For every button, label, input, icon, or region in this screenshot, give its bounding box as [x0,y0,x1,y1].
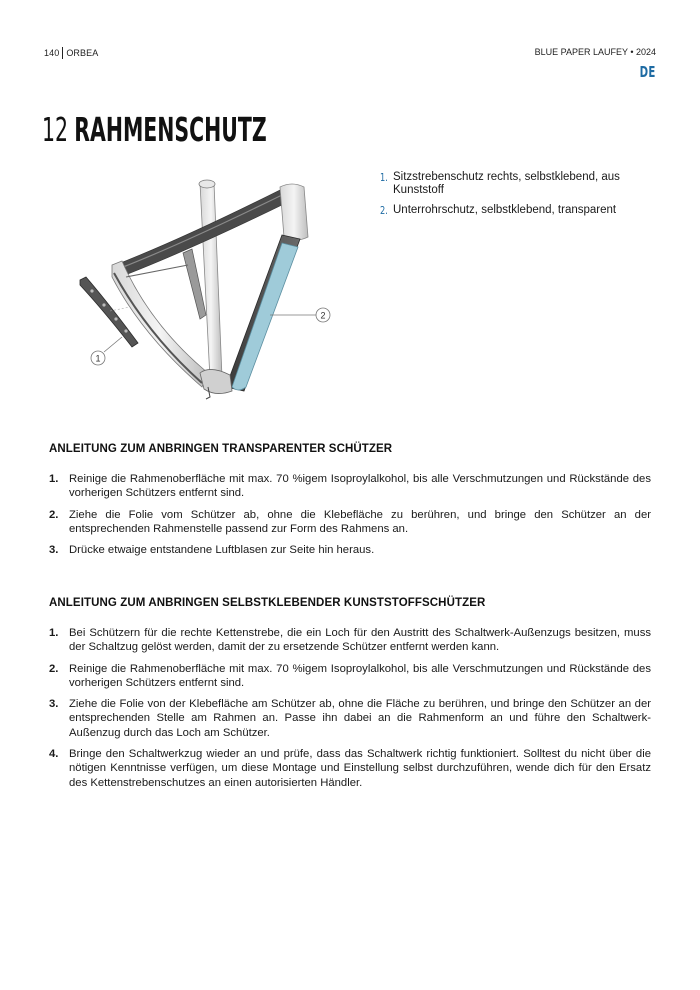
step-item [49,472,651,501]
step-item [49,626,651,655]
step-number: 1. [49,627,59,639]
legend-number: 1. [380,171,388,184]
section-heading: ANLEITUNG ZUM ANBRINGEN SELBSTKLEBENDER KUNSTSTOFFSCHÜTZER [49,597,486,609]
step-text: Ziehe die Folie von der Klebefläche am Schützer ab, ohne die Fläche zu berühren, und bringe den Schützer an der entsprechenden Stelle am Rahmen an. Passe ihn dabei an die Rahmenform an und führe den Schaltwerk-Außenzug durch das Loch am Schützer. [69,698,651,739]
section-heading: ANLEITUNG ZUM ANBRINGEN TRANSPARENTER SCHÜTZER [49,443,393,455]
page-header-left [44,47,98,59]
legend-item [380,204,650,217]
steps-list [49,472,651,557]
page-title [42,110,267,149]
step-text: Ziehe die Folie vom Schützer ab, ohne die Klebefläche zu berühren, und bringe den Schützer an der entsprechenden Rahmenstelle passend zur Form des Rahmens an. [69,508,651,535]
step-text: Reinige die Rahmenoberfläche mit max. 70 %igem Isoproylalkohol, bis alle Verschmutzungen und Rückstände des vorherigen Schützers entfernt sind. [69,473,651,500]
section-adhesive-plastic-protectors [49,597,651,797]
header-divider [62,47,63,59]
steps-list [49,626,651,790]
step-number: 3. [49,698,59,711]
legend-text: Unterrohrschutz, selbstklebend, transparent [393,204,617,216]
bike-frame-icon [60,165,350,410]
svg-text:1: 1 [95,353,101,364]
parts-legend [380,171,650,224]
document-title: BLUE PAPER LAUFEY • 2024 [534,47,656,57]
legend-number: 2. [380,204,388,217]
chapter-title: RAHMENSCHUTZ [74,110,267,149]
step-item [49,697,651,740]
brand-name: ORBEA [66,48,99,58]
step-item [49,747,651,790]
legend-text: Sitzstrebenschutz rechts, selbstklebend, aus Kunststoff [393,171,620,196]
step-number: 1. [49,473,59,485]
page-number: 140 [44,48,60,58]
legend-item [380,171,650,197]
step-number: 4. [49,748,59,761]
language-badge: DE [639,63,656,81]
step-number: 3. [49,544,59,557]
frame-illustration [60,165,350,410]
step-number: 2. [49,508,59,521]
step-item [49,543,651,557]
svg-text:2: 2 [320,310,326,321]
step-item [49,508,651,537]
step-number: 2. [49,662,59,675]
step-text: Drücke etwaige entstandene Luftblasen zur Seite hin heraus. [69,544,375,557]
step-text: Bringe den Schaltwerkzug wieder an und prüfe, dass das Schaltwerk richtig funktioniert. Solltest du nicht über die nötigen Kenntnisse verfügen, um diese Montage und Einstellung selbst durchzuführen, wende dich für den Ersatz des Kettenstrebenschutzes an einen autorisierten Händler. [69,748,651,789]
step-text: Reinige die Rahmenoberfläche mit max. 70 %igem Isoproylalkohol, bis alle Verschmutzungen und Rückstände des vorherigen Schützers entfernt sind. [69,662,651,689]
chapter-number: 12 [42,110,69,149]
step-text: Bei Schützern für die rechte Kettenstrebe, die ein Loch für den Austritt des Schaltwerk-Außenzugs besitzen, muss der Schaltzug gelöst werden, damit der zu ersetzende Schützer entfernt werden kann. [69,627,651,654]
section-transparent-protectors [49,443,651,564]
step-item [49,662,651,691]
